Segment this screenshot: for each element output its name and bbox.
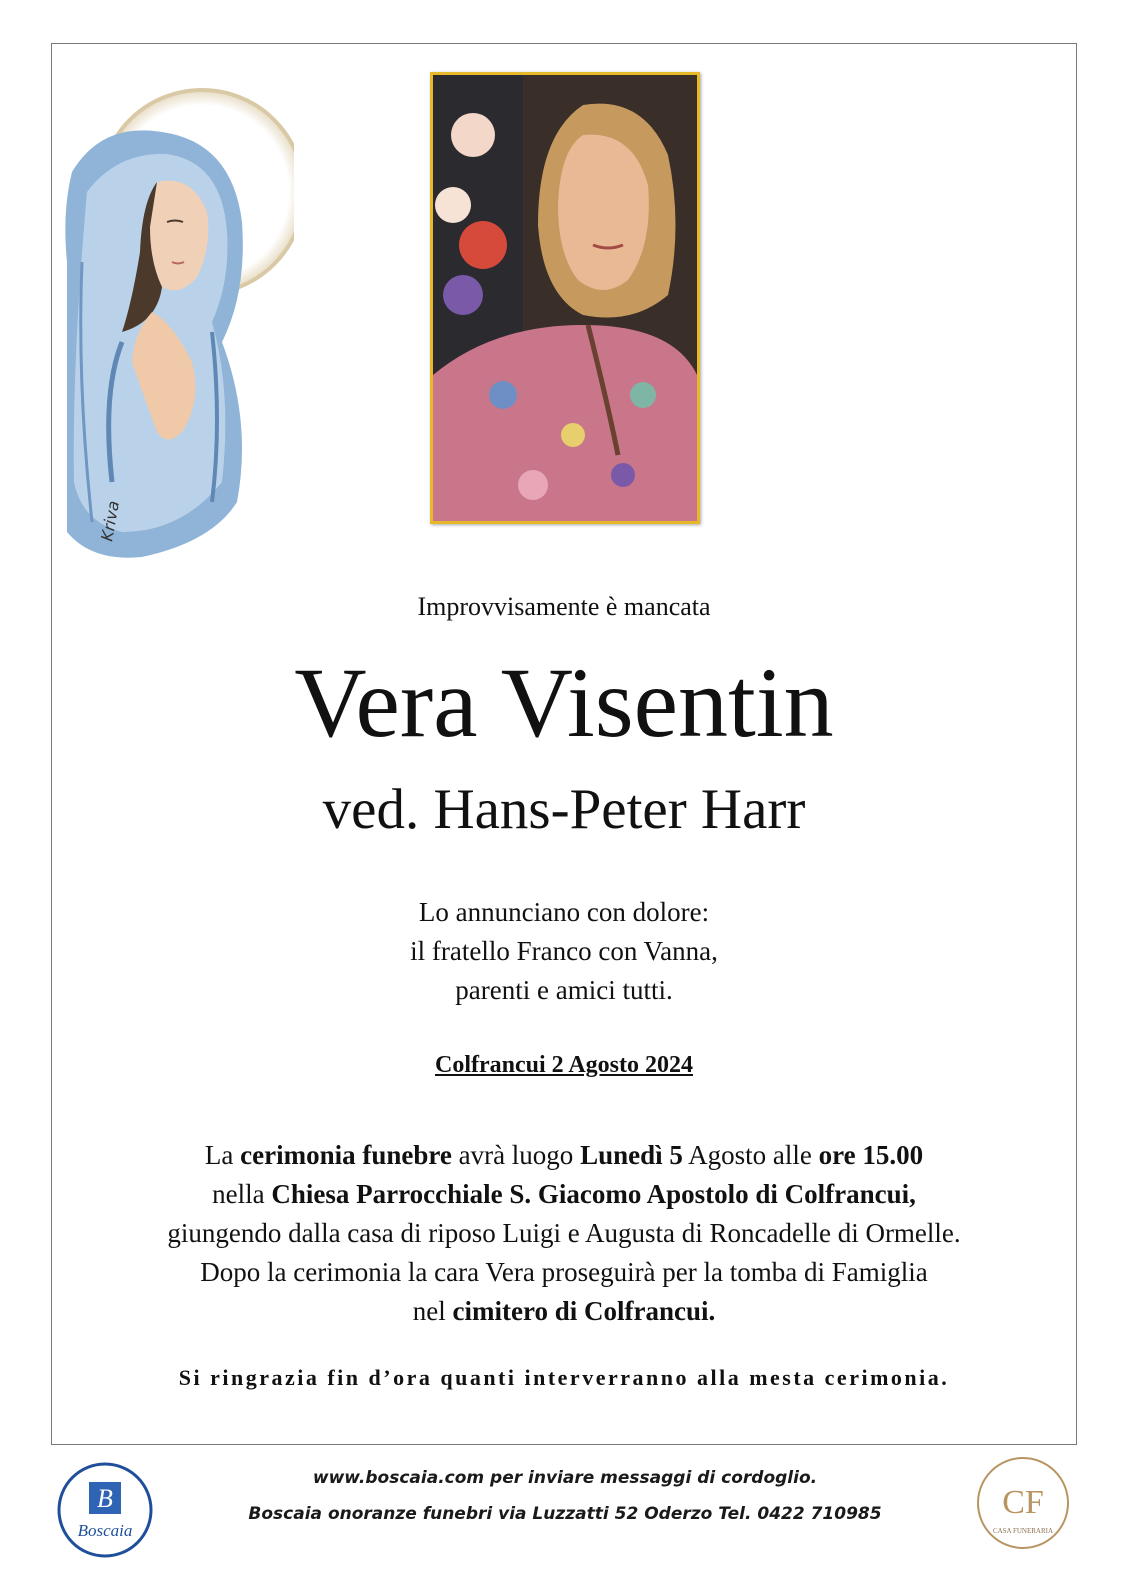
announce-block — [51, 893, 1077, 1010]
ceremony-text-bold: ore 15.00 — [818, 1140, 924, 1170]
ceremony-text: avrà luogo — [451, 1140, 581, 1170]
footer-website[interactable]: www.boscaia.com per inviare messaggi di cordoglio. — [312, 1468, 818, 1488]
place-date-text: Colfrancui 2 Agosto 2024 — [435, 1052, 693, 1078]
ceremony-line: Dopo la cerimonia la cara Vera proseguirà per la tomba di Famiglia — [200, 1257, 928, 1287]
portrait-photo — [430, 72, 700, 524]
ceremony-text: nella — [212, 1179, 272, 1209]
svg-text:CASA FUNERARIA: CASA FUNERARIA — [992, 1527, 1054, 1535]
svg-text:CF: CF — [1002, 1484, 1044, 1521]
ceremony-line — [51, 1175, 1077, 1214]
ceremony-text: Agosto alle — [682, 1140, 819, 1170]
ceremony-text: nel — [412, 1296, 453, 1326]
svg-text:Boscaia: Boscaia — [77, 1521, 133, 1540]
boscaia-logo[interactable] — [55, 1460, 155, 1560]
ceremony-text-bold: cerimonia funebre — [240, 1140, 452, 1170]
svg-text:B: B — [97, 1484, 113, 1513]
ceremony-text: La — [204, 1140, 241, 1170]
announce-line: Lo annunciano con dolore: — [418, 897, 710, 927]
casa-funeraria-logo — [975, 1455, 1071, 1551]
ceremony-text-bold: Lunedì 5 — [580, 1140, 683, 1170]
ceremony-line: giungendo dalla casa di riposo Luigi e Augusta di Roncadelle di Ormelle. — [167, 1218, 961, 1248]
praying-madonna-icon — [62, 62, 294, 572]
thanks-text: Si ringrazia fin d’ora quanti interverranno alla mesta cerimonia. — [178, 1365, 950, 1390]
ceremony-line — [51, 1136, 1077, 1175]
ceremony-block — [51, 1136, 1077, 1331]
footer-address: Boscaia onoranze funebri via Luzzatti 52 Oderzo Tel. 0422 710985 — [248, 1504, 882, 1524]
widow-of: ved. Hans-Peter Harr — [322, 778, 806, 841]
ceremony-text-bold: Chiesa Parrocchiale S. Giacomo Apostolo di Colfrancui, — [271, 1179, 916, 1209]
intro-text: Improvvisamente è mancata — [417, 592, 711, 621]
announce-line: parenti e amici tutti. — [455, 975, 673, 1005]
place-date — [51, 1052, 1077, 1079]
svg-text:Kriva: Kriva — [97, 499, 124, 543]
announce-line: il fratello Franco con Vanna, — [410, 936, 718, 966]
ceremony-text-bold: cimitero di Colfrancui. — [452, 1296, 716, 1326]
ceremony-line — [51, 1292, 1077, 1331]
deceased-name: Vera Visentin — [294, 647, 834, 758]
